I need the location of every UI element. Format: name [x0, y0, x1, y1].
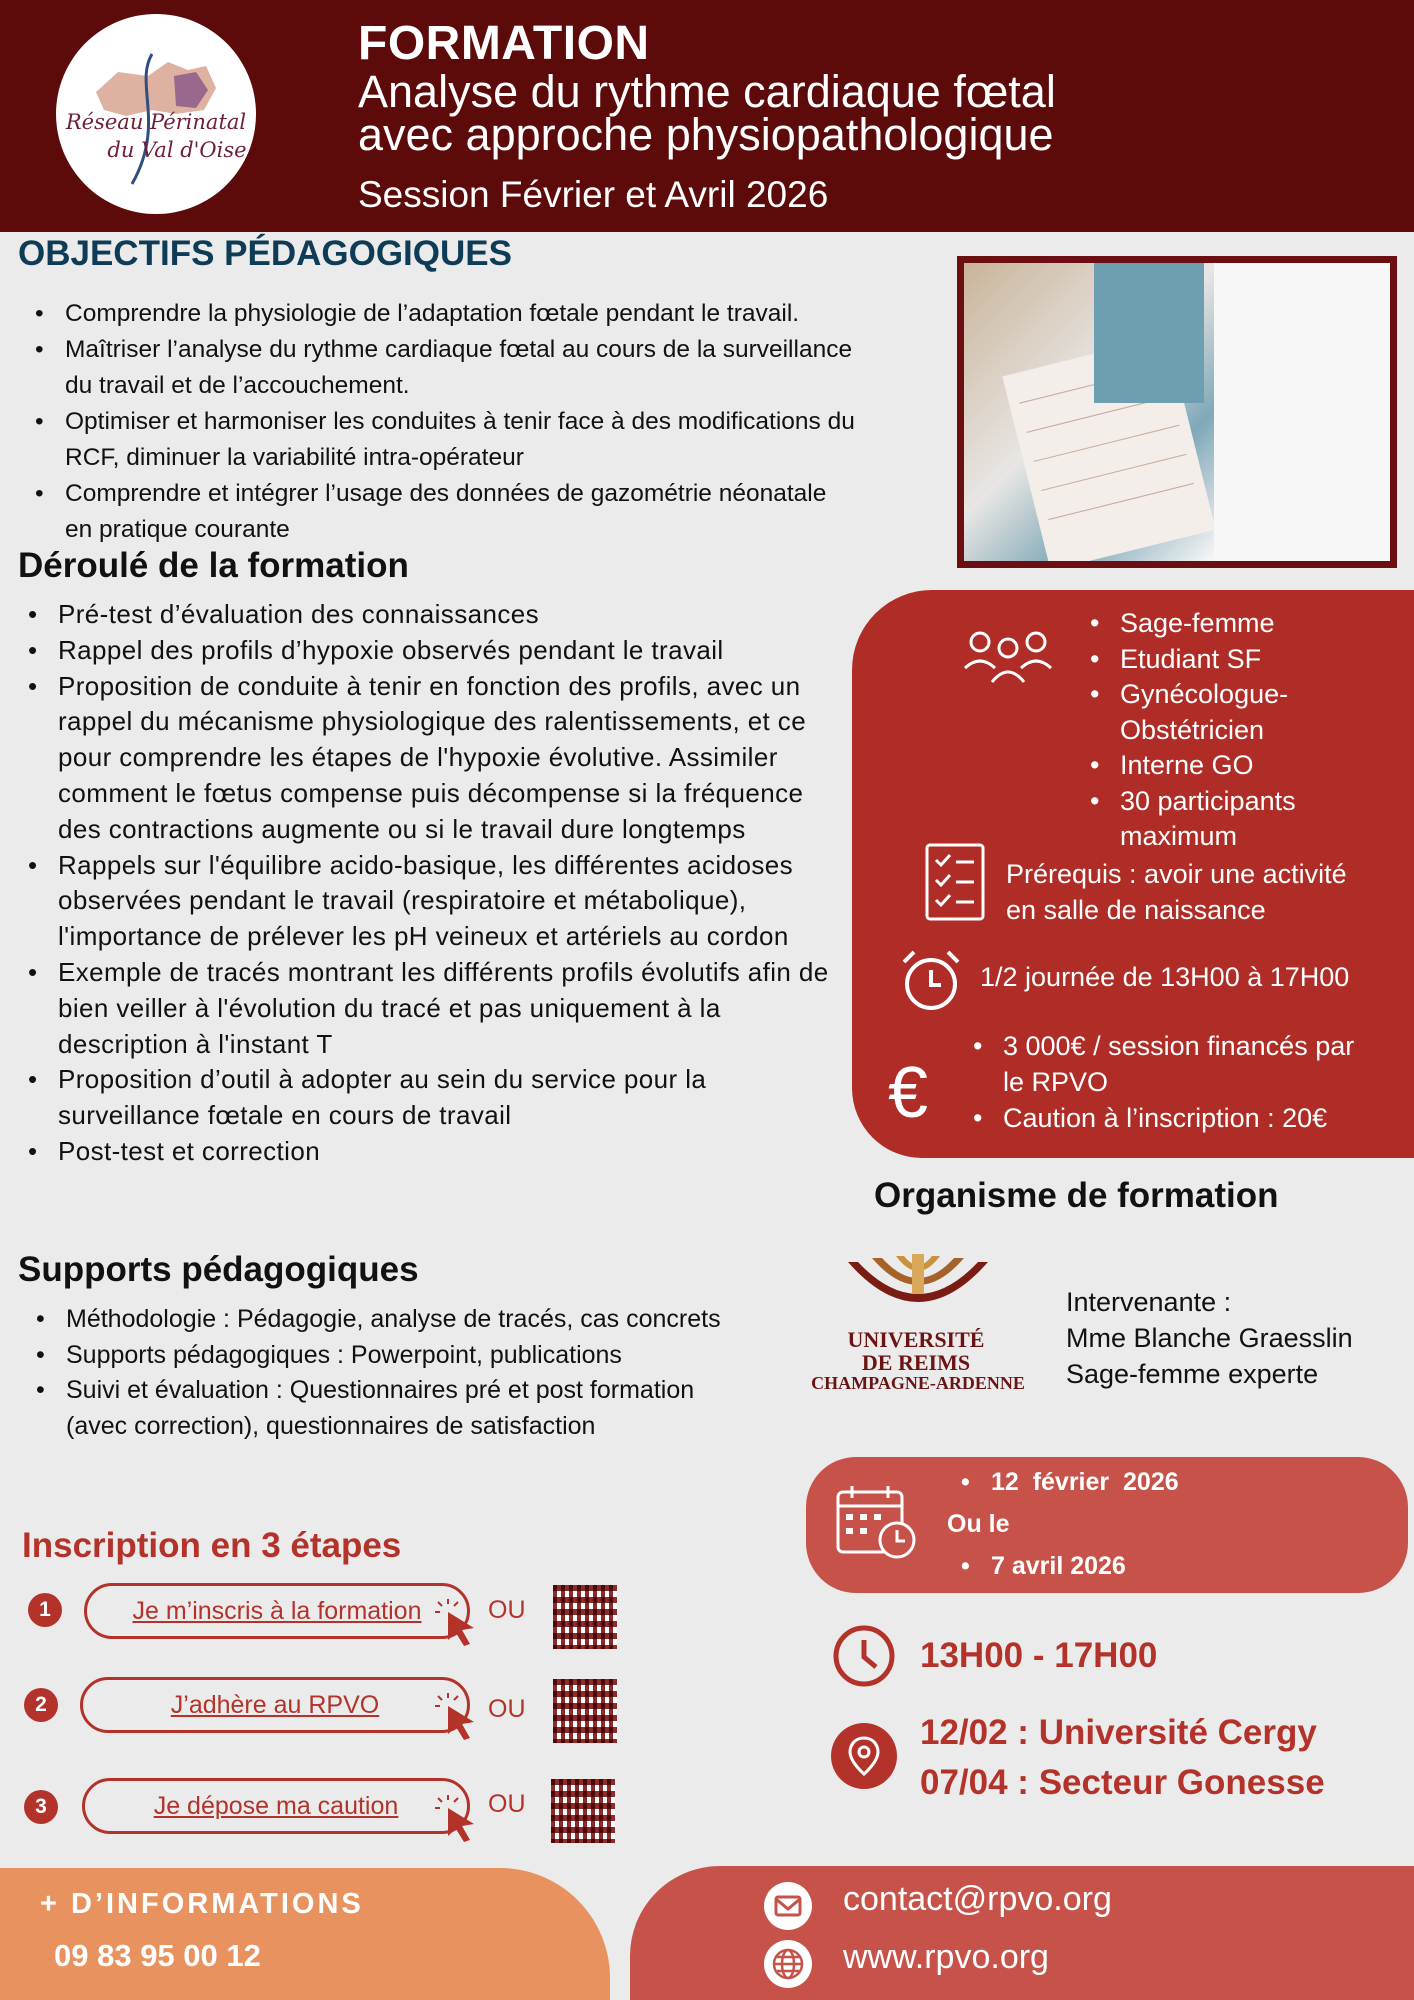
logo-text-line1: Réseau Périnatal	[65, 110, 247, 134]
list-item: • Rappels sur l'équilibre acido-basique, les différentes acidoses observées pendant le travail (respiratoire et métabolique), l'importance de prélever les pH veineux et artériels au cordon	[58, 848, 848, 955]
list-item: • Etudiant SF	[1120, 642, 1400, 678]
list-item: • Caution à l’inscription : 20€	[1003, 1100, 1383, 1136]
list-item: • Pré-test d’évaluation des connaissances	[58, 597, 848, 633]
university-name-line2: DE REIMS	[861, 1350, 971, 1375]
inscription-link-button[interactable]: Je m’inscris à la formation	[84, 1583, 470, 1639]
list-item: • Comprendre la physiologie de l’adaptation fœtale pendant le travail.	[65, 296, 945, 332]
checklist-icon	[924, 842, 986, 922]
cursor-click-icon	[434, 1794, 484, 1844]
list-item: • Exemple de tracés montrant les différents profils évolutifs afin de bien veiller à l'évolution du tracé et pas uniquement à la description à l'instant T	[58, 955, 848, 1062]
session-label: Session Février et Avril 2026	[358, 174, 829, 215]
step-number-1: 1	[28, 1593, 62, 1627]
list-item: • Optimiser et harmoniser les conduites à tenir face à des modifications du RCF, diminuer la variabilité intra-opérateur	[65, 404, 865, 476]
list-item: • Rappel des profils d’hypoxie observés pendant le travail	[58, 633, 848, 669]
list-item: • Interne GO	[1120, 748, 1400, 784]
university-name-line1: UNIVERSITÉ	[847, 1327, 985, 1352]
intervenante-block	[1066, 1284, 1353, 1392]
globe-icon	[764, 1940, 812, 1988]
adhesion-link-button[interactable]: J’adhère au RPVO	[80, 1677, 470, 1733]
people-icon	[962, 626, 1054, 686]
intervenante-name: Mme Blanche Graesslin	[1066, 1323, 1353, 1353]
alarm-clock-icon	[896, 946, 966, 1016]
university-name-line3: CHAMPAGNE-ARDENNE	[811, 1373, 1025, 1393]
list-item: • Comprendre et intégrer l’usage des données de gazométrie néonatale en pratique courante	[65, 476, 855, 548]
or-label: OU	[488, 1596, 526, 1624]
list-item: • Proposition d’outil à adopter au sein du service pour la surveillance fœtale en cours de travail	[58, 1062, 848, 1134]
qr-code-adhesion[interactable]	[553, 1679, 617, 1743]
qr-code-inscription[interactable]	[553, 1585, 617, 1649]
step-number-3: 3	[24, 1790, 58, 1824]
calendar-icon	[834, 1482, 920, 1562]
info-label: + D’INFORMATIONS	[40, 1888, 364, 1920]
intervenante-role: Sage-femme experte	[1066, 1359, 1319, 1389]
page-subtitle-line2: avec approche physiopathologique	[358, 109, 1054, 160]
objectifs-heading: OBJECTIFS PÉDAGOGIQUES	[18, 234, 512, 273]
list-item: • Post-test et correction	[58, 1134, 848, 1170]
cost-list	[1003, 1028, 1383, 1136]
page-title: FORMATION	[358, 17, 650, 70]
qr-code-caution[interactable]	[551, 1779, 615, 1843]
date1-list	[991, 1468, 1179, 1497]
logo-text-line2: du Val d'Oise	[107, 138, 247, 162]
deroule-list	[58, 597, 848, 1170]
location-pin-icon	[830, 1722, 898, 1790]
list-item: • Supports pédagogiques : Powerpoint, publications	[66, 1338, 746, 1374]
prerequis-text	[1006, 856, 1347, 928]
list-item: • Maîtriser l’analyse du rythme cardiaque fœtal au cours de la surveillance du travail et de l’accouchement.	[65, 332, 885, 404]
intervenante-label: Intervenante :	[1066, 1287, 1232, 1317]
email-link[interactable]: contact@rpvo.org	[843, 1880, 1112, 1918]
prerequis-line2: en salle de naissance	[1006, 895, 1266, 925]
or-label: OU	[488, 1790, 526, 1818]
clock-icon	[832, 1624, 896, 1688]
prerequis-line1: Prérequis : avoir une activité	[1006, 859, 1347, 889]
duree-text: 1/2 journée de 13H00 à 17H00	[980, 962, 1350, 992]
website-link[interactable]: www.rpvo.org	[843, 1938, 1049, 1976]
list-item: • Sage-femme	[1120, 606, 1400, 642]
or-label: OU	[488, 1695, 526, 1723]
doctors-photo	[957, 256, 1397, 568]
organisme-heading: Organisme de formation	[874, 1176, 1279, 1215]
page-subtitle-line1: Analyse du rythme cardiaque fœtal	[358, 66, 1056, 117]
target-audience-list	[1120, 606, 1400, 855]
list-item: • Gynécologue-Obstétricien	[1120, 677, 1340, 748]
deroule-heading: Déroulé de la formation	[18, 546, 409, 585]
list-item: • Méthodologie : Pédagogie, analyse de tracés, cas concrets	[66, 1302, 746, 1338]
supports-heading: Supports pédagogiques	[18, 1250, 419, 1289]
horaire-text: 13H00 - 17H00	[920, 1636, 1158, 1675]
supports-list	[66, 1302, 746, 1444]
list-item: • 3 000€ / session financés par le RPVO	[1003, 1028, 1373, 1100]
date-item: • 12 février 2026	[991, 1468, 1179, 1497]
step-number-2: 2	[24, 1688, 58, 1722]
lieu-1: 12/02 : Université Cergy	[920, 1713, 1317, 1752]
dates-or-label: Ou le	[947, 1510, 1010, 1538]
cursor-click-icon	[434, 1692, 484, 1742]
list-item: • Suivi et évaluation : Questionnaires pré et post formation (avec correction), questionnaires de satisfaction	[66, 1373, 696, 1444]
list-item: • 30 participants maximum	[1120, 784, 1340, 855]
caution-link-button[interactable]: Je dépose ma caution	[82, 1778, 470, 1834]
date-item: • 7 avril 2026	[991, 1552, 1126, 1581]
rpvo-logo	[56, 14, 256, 214]
inscription-heading: Inscription en 3 étapes	[22, 1526, 402, 1565]
euro-icon: €	[888, 1053, 929, 1133]
ctg-paper-illustration	[964, 263, 1390, 561]
list-item: • Proposition de conduite à tenir en fonction des profils, avec un rappel du mécanisme physiologique des ralentissements, et ce pour comprendre les étapes de l'hypoxie évolutive. Assimiler comment le fœtus compense puis décompense si la fréquence des contractions augmente ou si le travail dure longtemps	[58, 669, 848, 848]
objectifs-list	[65, 296, 945, 548]
university-logo-icon	[838, 1252, 998, 1326]
cursor-click-icon	[434, 1598, 484, 1648]
lieu-2: 07/04 : Secteur Gonesse	[920, 1763, 1325, 1802]
phone-number[interactable]: 09 83 95 00 12	[54, 1938, 261, 1973]
mail-icon	[764, 1882, 812, 1930]
date2-list	[991, 1552, 1126, 1581]
